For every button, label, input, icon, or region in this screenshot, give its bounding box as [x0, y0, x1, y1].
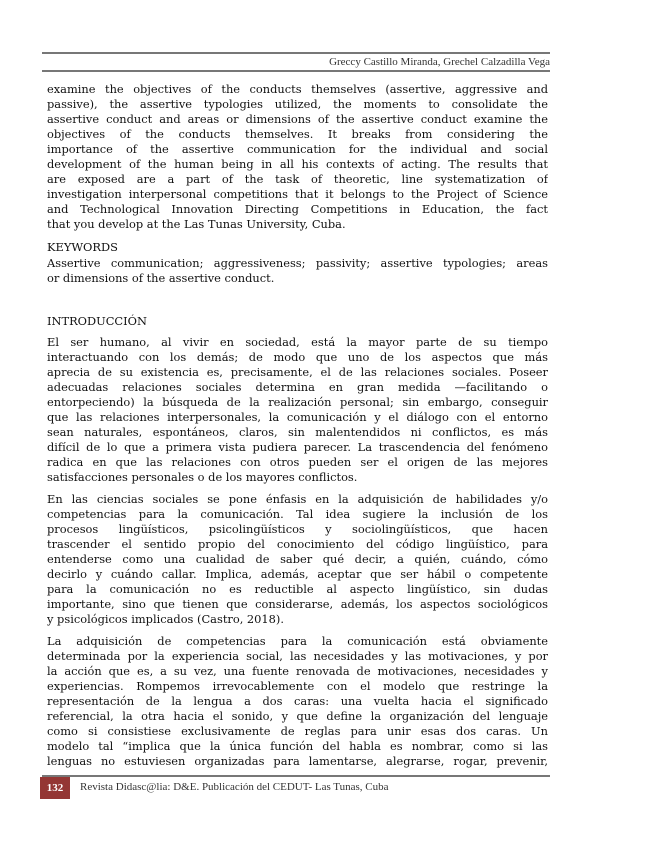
text-line: satisfacciones personales o de los mayores conflictos. — [47, 470, 358, 484]
text-line: radica en que las relaciones con otros pueden ser el origen de las mejores — [47, 455, 548, 469]
paragraph-3 — [47, 634, 548, 769]
text-line: importante, sino que tienen que considerarse, además, los aspectos sociológicos — [47, 597, 548, 611]
text-line: determinada por la experiencia social, las necesidades y las motivaciones, y por — [47, 649, 548, 663]
text-line: passive), the assertive typologies utilized, the moments to consolidate the — [47, 97, 548, 111]
text-line: entorpeciendo) la búsqueda de la realización personal; sin embargo, conseguir — [47, 395, 548, 409]
header-rule-bottom — [42, 70, 550, 72]
text-line: decirlo y cuándo callar. Implica, además, aceptar que ser hábil o competente — [47, 567, 548, 581]
section-heading-introduccion: INTRODUCCIÓN — [47, 314, 147, 328]
text-line: objectives of the conducts themselves. It breaks from considering the — [47, 127, 548, 141]
footer-rule — [42, 775, 550, 777]
text-line: como si consistiese exclusivamente de reglas para unir esas dos caras. Un — [47, 724, 548, 738]
page-number: 132 — [40, 777, 70, 799]
text-line: aprecia de su existencia es, precisamente, el de las relaciones sociales. Poseer — [47, 365, 548, 379]
text-line: que las relaciones interpersonales, la comunicación y el diálogo con el entorno — [47, 410, 548, 424]
text-line: importance of the assertive communication for the individual and social — [47, 142, 548, 156]
text-line: Assertive communication; aggressiveness; passivity; assertive typologies; areas — [47, 256, 548, 270]
text-line: modelo tal “implica que la única función del habla es nombrar, como si las — [47, 739, 548, 753]
text-line: referencial, la otra hacia el sonido, y que define la organización del lenguaje — [47, 709, 548, 723]
text-line: trascender el sentido propio del conocimiento del código lingüístico, para — [47, 537, 548, 551]
text-line: para la comunicación no es reductible al aspecto lingüístico, sin dudas — [47, 582, 548, 596]
text-line: investigation interpersonal competitions that it belongs to the Project of Science — [47, 187, 548, 201]
text-line: representación de la lengua a dos caras: una vuelta hacia el significado — [47, 694, 548, 708]
text-line: procesos lingüísticos, psicolingüísticos y sociolingüísticos, que hacen — [47, 522, 548, 536]
text-line: interactuando con los demás; de modo que uno de los aspectos que más — [47, 350, 548, 364]
text-line: difícil de lo que a primera vista pudiera parecer. La trascendencia del fenómeno — [47, 440, 548, 454]
keywords-heading: KEYWORDS — [47, 240, 118, 254]
text-line: La adquisición de competencias para la comunicación está obviamente — [47, 634, 548, 648]
text-line: adecuadas relaciones sociales determina en gran medida —facilitando o — [47, 380, 548, 394]
text-line: or dimensions of the assertive conduct. — [47, 271, 275, 285]
text-line: experiencias. Rompemos irrevocablemente con el modelo que restringe la — [47, 679, 548, 693]
footer-journal: Revista Didasc@lia: D&E. Publicación del CEDUT- Las Tunas, Cuba — [80, 781, 389, 793]
text-line: and Technological Innovation Directing Competitions in Education, the fact — [47, 202, 548, 216]
text-line: lenguas no estuviesen organizadas para lamentarse, alegrarse, rogar, prevenir, — [47, 754, 548, 768]
text-line: En las ciencias sociales se pone énfasis en la adquisición de habilidades y/o — [47, 492, 548, 506]
paragraph-2 — [47, 492, 548, 627]
text-line: development of the human being in all his contexts of acting. The results that — [47, 157, 548, 171]
text-line: are exposed are a part of the task of theoretic, line systematization of — [47, 172, 548, 186]
text-line: y psicológicos implicados (Castro, 2018). — [47, 612, 284, 626]
text-line: examine the objectives of the conducts themselves (assertive, aggressive and — [47, 82, 548, 96]
text-line: la acción que es, a su vez, una fuente renovada de motivaciones, necesidades y — [47, 664, 548, 678]
text-line: entenderse como una cualidad de saber qué decir, a quién, cuándo, cómo — [47, 552, 548, 566]
header-rule-top — [42, 52, 550, 54]
keywords-text — [47, 256, 548, 286]
text-line: that you develop at the Las Tunas University, Cuba. — [47, 217, 346, 231]
text-line: El ser humano, al vivir en sociedad, está la mayor parte de su tiempo — [47, 335, 548, 349]
text-line: assertive conduct and areas or dimensions of the assertive conduct examine the — [47, 112, 548, 126]
running-header-authors: Greccy Castillo Miranda, Grechel Calzadilla Vega — [329, 56, 550, 68]
paragraph-1 — [47, 335, 548, 485]
text-line: sean naturales, espontáneos, claros, sin malentendidos ni conflictos, es más — [47, 425, 548, 439]
text-line: competencias para la comunicación. Tal idea sugiere la inclusión de los — [47, 507, 548, 521]
abstract-text — [47, 82, 548, 232]
